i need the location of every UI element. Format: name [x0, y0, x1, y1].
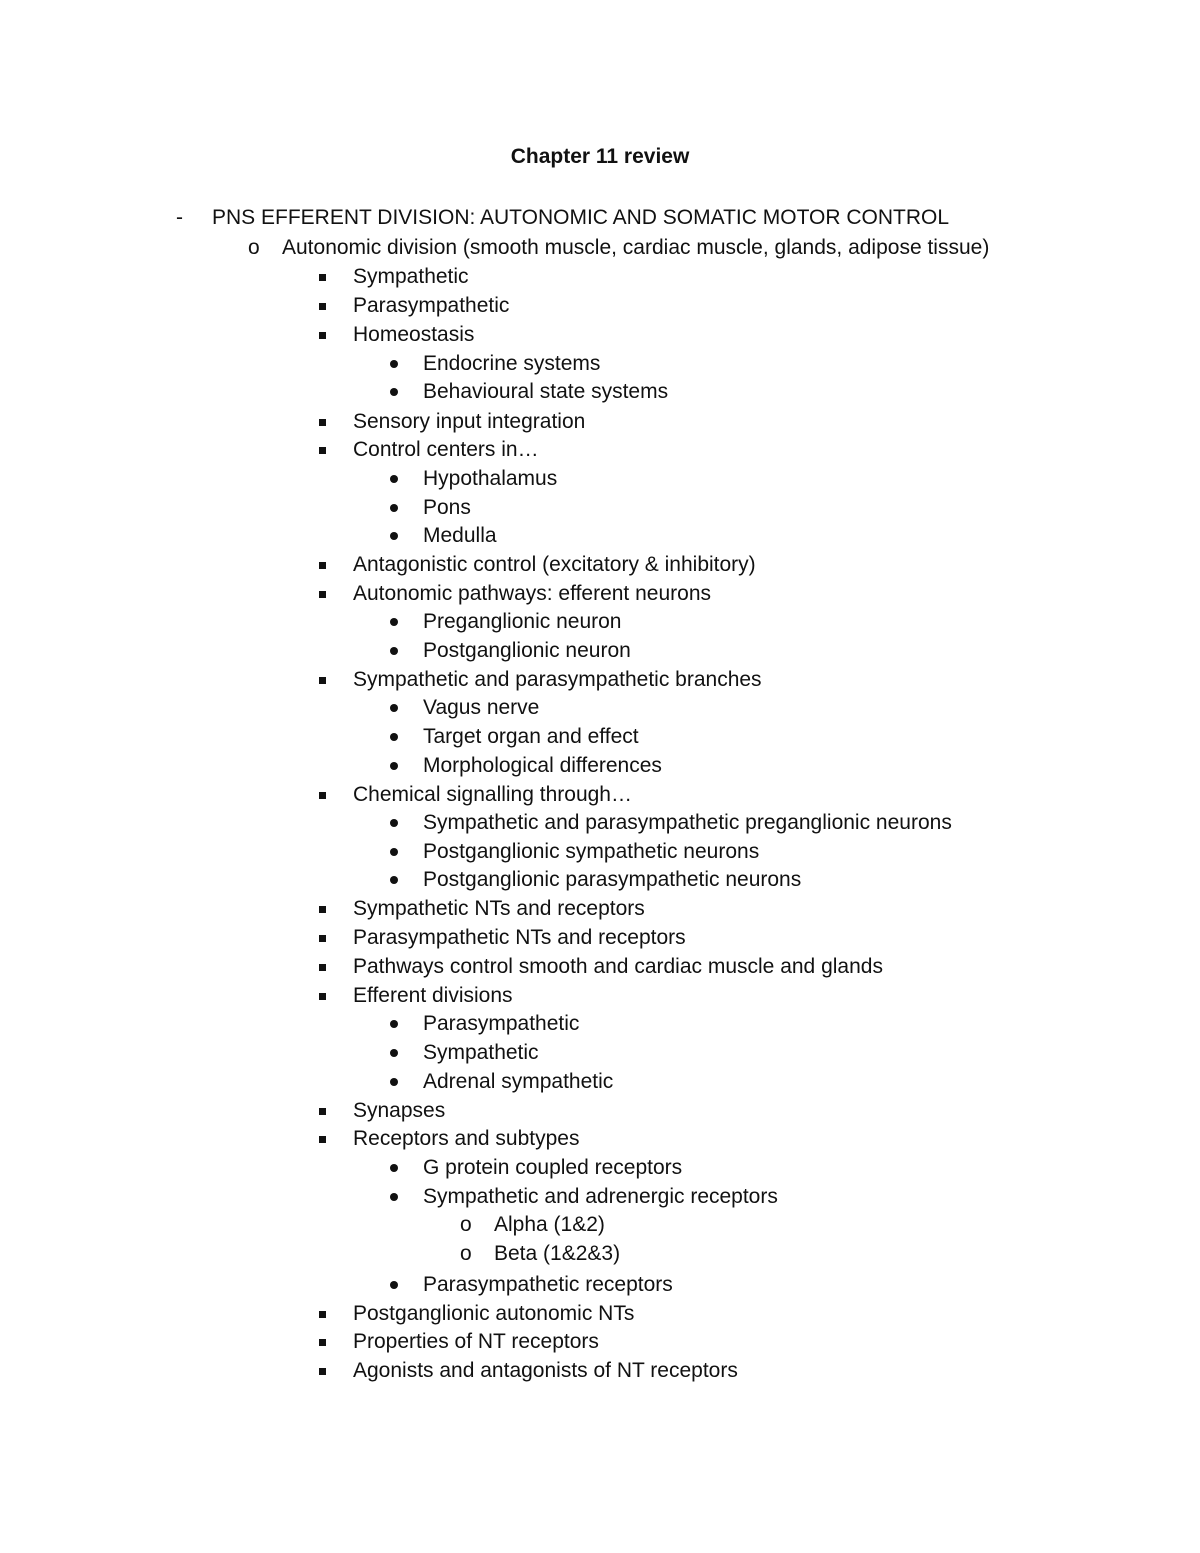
- outline-item-level-3: [0, 809, 1200, 837]
- outline-item-text: Homeostasis: [353, 323, 475, 346]
- outline-item-text: Sympathetic NTs and receptors: [353, 897, 645, 920]
- outline-item-level-3: [0, 838, 1200, 866]
- outline-item-level-3: [0, 1183, 1200, 1211]
- outline-item-level-3: [0, 1271, 1200, 1299]
- outline-item-level-3: [0, 1068, 1200, 1096]
- outline-item-text: Antagonistic control (excitatory & inhibitory): [353, 553, 756, 576]
- round-bullet-icon: [390, 1049, 398, 1057]
- square-bullet-icon: [319, 419, 326, 426]
- square-bullet-icon: [319, 792, 326, 799]
- square-bullet-icon: [319, 562, 326, 569]
- square-bullet-icon: [319, 1339, 326, 1346]
- outline-item-text: Sympathetic and parasympathetic branches: [353, 668, 762, 691]
- outline-item-text: Parasympathetic NTs and receptors: [353, 926, 686, 949]
- outline-item-text: PNS EFFERENT DIVISION: AUTONOMIC AND SOMATIC MOTOR CONTROL: [212, 206, 950, 229]
- round-bullet-icon: [390, 647, 398, 655]
- outline-item-text: Sympathetic and parasympathetic preganglionic neurons: [423, 811, 952, 834]
- outline-item-level-3: [0, 1154, 1200, 1182]
- outline-item-text: Morphological differences: [423, 754, 662, 777]
- outline-item-level-3: [0, 694, 1200, 722]
- round-bullet-icon: [390, 1020, 398, 1028]
- outline-item-level-2: [0, 924, 1200, 952]
- outline-item-level-3: [0, 637, 1200, 665]
- outline-item-level-3: [0, 1010, 1200, 1038]
- outline-item-text: Preganglionic neuron: [423, 610, 622, 633]
- outline-item-level-3: [0, 752, 1200, 780]
- outline-item-text: Alpha (1&2): [494, 1213, 605, 1236]
- round-bullet-icon: [390, 704, 398, 712]
- outline-item-level-2: [0, 781, 1200, 809]
- outline-item-text: Postganglionic neuron: [423, 639, 631, 662]
- outline-item-level-0: [0, 204, 1200, 232]
- outline-item-level-4: [0, 1240, 1200, 1268]
- outline-item-text: Parasympathetic: [423, 1012, 580, 1035]
- outline-item-text: Pathways control smooth and cardiac muscle and glands: [353, 955, 883, 978]
- round-bullet-icon: [390, 1164, 398, 1172]
- outline-item-text: Behavioural state systems: [423, 380, 669, 403]
- outline-item-level-3: [0, 608, 1200, 636]
- outline-item-text: Parasympathetic receptors: [423, 1273, 673, 1296]
- outline-item-level-3: [0, 723, 1200, 751]
- round-bullet-icon: [390, 876, 398, 884]
- outline-item-level-2: [0, 321, 1200, 349]
- outline-item-text: Sympathetic: [353, 265, 469, 288]
- round-bullet-icon: [390, 762, 398, 770]
- outline-item-level-3: [0, 350, 1200, 378]
- outline-item-level-1: [0, 234, 1200, 262]
- outline-item-level-3: [0, 378, 1200, 406]
- square-bullet-icon: [319, 274, 326, 281]
- square-bullet-icon: [319, 1368, 326, 1375]
- outline-item-text: Vagus nerve: [423, 696, 540, 719]
- outline-item-level-3: [0, 866, 1200, 894]
- outline-item-text: Receptors and subtypes: [353, 1127, 580, 1150]
- page-title: Chapter 11 review: [510, 145, 690, 168]
- outline-item-level-3: [0, 1039, 1200, 1067]
- square-bullet-icon: [319, 677, 326, 684]
- outline-item-level-2: [0, 580, 1200, 608]
- outline-item-text: Control centers in…: [353, 438, 539, 461]
- round-bullet-icon: [390, 1078, 398, 1086]
- round-bullet-icon: [390, 733, 398, 741]
- square-bullet-icon: [319, 906, 326, 913]
- square-bullet-icon: [319, 935, 326, 942]
- dash-bullet-icon: -: [176, 206, 183, 229]
- outline-item-text: Agonists and antagonists of NT receptors: [353, 1359, 738, 1382]
- round-bullet-icon: [390, 475, 398, 483]
- outline-item-level-2: [0, 1097, 1200, 1125]
- outline-item-text: Synapses: [353, 1099, 446, 1122]
- round-bullet-icon: [390, 532, 398, 540]
- outline-item-level-2: [0, 551, 1200, 579]
- outline-item-text: Efferent divisions: [353, 984, 513, 1007]
- outline-item-level-2: [0, 292, 1200, 320]
- round-bullet-icon: [390, 360, 398, 368]
- outline-item-level-2: [0, 1300, 1200, 1328]
- outline-item-level-2: [0, 1357, 1200, 1385]
- outline-item-text: Adrenal sympathetic: [423, 1070, 614, 1093]
- square-bullet-icon: [319, 993, 326, 1000]
- outline-item-text: Medulla: [423, 524, 497, 547]
- outline-item-level-3: [0, 465, 1200, 493]
- outline-item-level-4: [0, 1211, 1200, 1239]
- outline-item-text: Properties of NT receptors: [353, 1330, 599, 1353]
- outline-item-text: Sympathetic and adrenergic receptors: [423, 1185, 778, 1208]
- square-bullet-icon: [319, 1108, 326, 1115]
- outline-item-level-2: [0, 895, 1200, 923]
- round-bullet-icon: [390, 388, 398, 396]
- outline-item-text: Endocrine systems: [423, 352, 601, 375]
- outline-item-text: Parasympathetic: [353, 294, 510, 317]
- square-bullet-icon: [319, 591, 326, 598]
- square-bullet-icon: [319, 1311, 326, 1318]
- round-bullet-icon: [390, 848, 398, 856]
- outline-item-text: Hypothalamus: [423, 467, 558, 490]
- outline-item-text: Chemical signalling through…: [353, 783, 632, 806]
- square-bullet-icon: [319, 1136, 326, 1143]
- round-bullet-icon: [390, 819, 398, 827]
- outline-item-text: Postganglionic autonomic NTs: [353, 1302, 635, 1325]
- round-bullet-icon: [390, 618, 398, 626]
- outline-item-text: Sensory input integration: [353, 410, 586, 433]
- outline-item-level-2: [0, 263, 1200, 291]
- round-bullet-icon: [390, 1281, 398, 1289]
- square-bullet-icon: [319, 332, 326, 339]
- circle-bullet-icon: o: [460, 1242, 472, 1265]
- outline-item-level-2: [0, 953, 1200, 981]
- outline-item-level-2: [0, 666, 1200, 694]
- outline-item-level-2: [0, 436, 1200, 464]
- outline-item-text: Pons: [423, 496, 471, 519]
- square-bullet-icon: [319, 964, 326, 971]
- outline-item-level-3: [0, 522, 1200, 550]
- outline-item-text: Sympathetic: [423, 1041, 539, 1064]
- outline-item-text: Postganglionic sympathetic neurons: [423, 840, 760, 863]
- circle-bullet-icon: o: [460, 1213, 472, 1236]
- outline-item-text: Autonomic pathways: efferent neurons: [353, 582, 711, 605]
- outline-item-level-2: [0, 982, 1200, 1010]
- round-bullet-icon: [390, 1193, 398, 1201]
- outline-item-text: Postganglionic parasympathetic neurons: [423, 868, 802, 891]
- outline-item-text: Target organ and effect: [423, 725, 639, 748]
- circle-bullet-icon: o: [248, 236, 260, 259]
- outline-item-text: Beta (1&2&3): [494, 1242, 621, 1265]
- outline-item-level-2: [0, 408, 1200, 436]
- outline-item-text: G protein coupled receptors: [423, 1156, 683, 1179]
- outline-item-text: Autonomic division (smooth muscle, cardiac muscle, glands, adipose tissue): [282, 236, 990, 259]
- outline-item-level-2: [0, 1328, 1200, 1356]
- outline-item-level-3: [0, 494, 1200, 522]
- round-bullet-icon: [390, 504, 398, 512]
- square-bullet-icon: [319, 303, 326, 310]
- outline-item-level-2: [0, 1125, 1200, 1153]
- square-bullet-icon: [319, 447, 326, 454]
